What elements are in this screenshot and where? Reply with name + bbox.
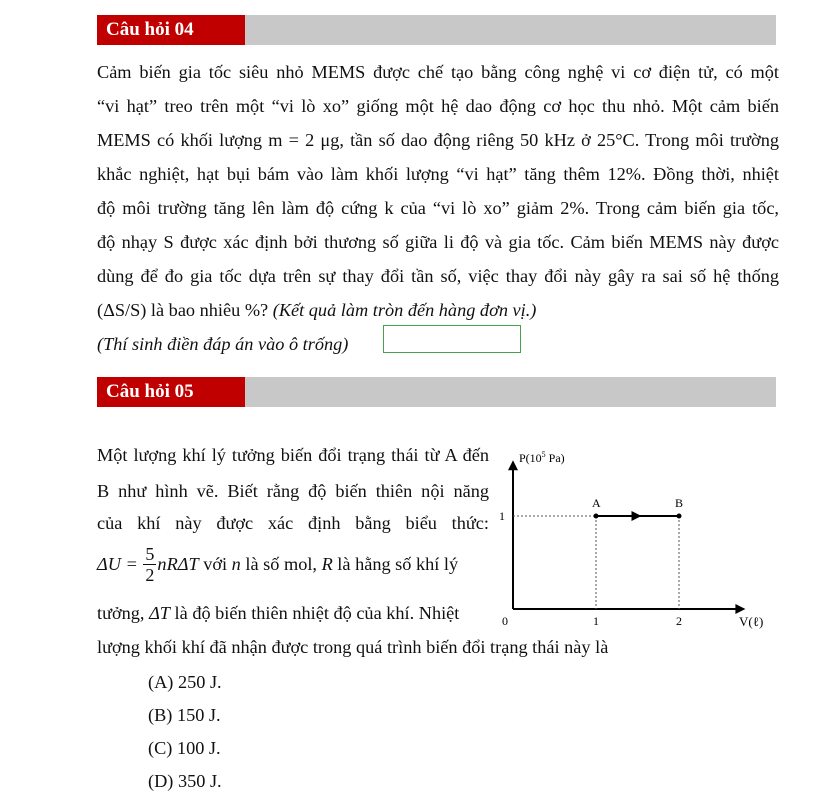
x-axis-arrow	[735, 604, 745, 614]
y-label-main: P(10	[519, 451, 542, 465]
point-b-label: B	[675, 496, 684, 510]
formula-lhs: ΔU =	[97, 554, 138, 574]
fraction-denominator: 2	[145, 565, 155, 585]
q4-line: độ môi trường tăng lên làm độ cứng k của “vi lò xo” giảm 2%. Trong cảm biến gia tốc,	[97, 198, 779, 218]
q5-formula-line	[97, 544, 489, 588]
option-d[interactable]: (D) 350 J.	[148, 771, 222, 791]
pv-graph	[495, 445, 795, 645]
question-05-title: Câu hỏi 05	[97, 377, 245, 407]
q4-line: độ nhạy S được xác định bởi thương số giữa li độ và gia tốc. Cảm biến MEMS này được	[97, 232, 779, 252]
point-a-marker	[594, 514, 599, 519]
origin-label: 0	[502, 614, 508, 628]
q5-line-5	[97, 598, 489, 628]
q4-instruction: (Thí sinh điền đáp án vào ô trống)	[97, 334, 349, 354]
q4-last-italic: (Kết quả làm tròn đến hàng đơn vị.)	[272, 300, 537, 320]
question-04-header-bar	[97, 15, 776, 45]
option-c[interactable]: (C) 100 J.	[148, 738, 221, 758]
q5-delta-t: ΔT	[149, 603, 170, 623]
process-arrow	[632, 511, 642, 521]
formula-tail-3: là hằng số khí lý	[332, 554, 459, 574]
q4-line: dùng để đo gia tốc dựa trên sự thay đổi tần số, việc thay đổi này gây ra sai số hệ thống	[97, 266, 779, 286]
y-axis-arrow	[508, 460, 518, 470]
q5-line-2: B như hình vẽ. Biết rằng độ biến thiên nội năng	[97, 481, 489, 501]
pv-plot-layer	[499, 460, 745, 628]
question-05-header-bar	[97, 377, 776, 407]
formula-fraction	[143, 544, 156, 585]
fraction-numerator: 5	[145, 544, 155, 564]
x-tick-label: 2	[676, 614, 682, 628]
question-04-title: Câu hỏi 04	[97, 15, 245, 45]
q5-line-3: của khí này được xác định bằng biểu thức:	[97, 513, 489, 533]
formula-R: R	[321, 554, 333, 574]
formula-rhs: nRΔT	[157, 554, 199, 574]
q5-line-6: lượng khối khí đã nhận được trong quá trình biến đổi trạng thái này là	[97, 637, 609, 657]
option-b[interactable]: (B) 150 J.	[148, 705, 221, 725]
point-a-label: A	[592, 496, 601, 510]
formula-tail-2: là số mol,	[240, 554, 322, 574]
q4-line: khắc nghiệt, hạt bụi bám vào làm khối lượng “vi hạt” tăng thêm 12%. Đồng thời, nhiệt	[97, 164, 779, 184]
q5-line5-b: là độ biến thiên nhiệt độ của khí. Nhiệt	[169, 603, 460, 623]
point-b-marker	[677, 514, 682, 519]
y-tick-label: 1	[499, 509, 505, 523]
q5-line-1: Một lượng khí lý tưởng biến đổi trạng thái từ A đến	[97, 445, 489, 465]
q4-last-plain: (ΔS/S) là bao nhiêu %?	[97, 300, 273, 320]
y-label-tail: Pa)	[545, 451, 565, 465]
option-a[interactable]: (A) 250 J.	[148, 672, 222, 692]
q4-line: MEMS có khối lượng m = 2 μg, tần số dao động riêng 50 kHz ở 25°C. Trong môi trường	[97, 130, 779, 150]
q5-line5-a: tưởng,	[97, 603, 150, 623]
y-label-sup: 5	[541, 450, 546, 459]
q4-line: Cảm biến gia tốc siêu nhỏ MEMS được chế tạo bằng công nghệ vi cơ điện tử, có một	[97, 62, 779, 82]
formula-tail-1: với	[198, 554, 232, 574]
formula-n: n	[231, 554, 241, 574]
x-tick-label: 1	[593, 614, 599, 628]
answer-input-box[interactable]	[383, 325, 521, 353]
question-04-text	[97, 55, 779, 361]
x-axis-label: V(ℓ)	[739, 614, 764, 629]
q4-line: “vi hạt” treo trên một “vi lò xo” giống một hệ dao động cơ học thu nhỏ. Một cảm biến	[97, 96, 779, 116]
q4-last-line	[97, 293, 779, 327]
y-axis-label	[519, 450, 565, 465]
